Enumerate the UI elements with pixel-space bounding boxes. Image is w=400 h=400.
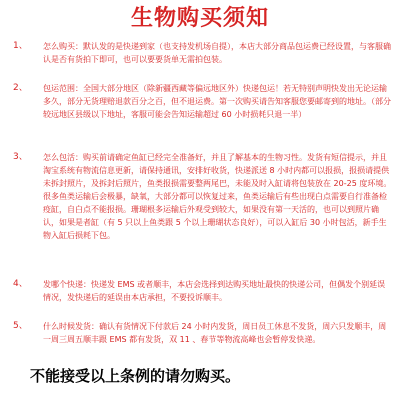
- item-number: 3、: [13, 152, 28, 162]
- item-text: 发哪个快递：快递发 EMS 或者顺丰，本店会选择到达购买地址最快的快递公司，但偶发个别延误情况，发快递后的延误由本店承担，不要投诉顺丰。: [43, 280, 386, 302]
- item-text: 怎么购买：默认发的是快递到家（也支持发机场自提），本店大部分商品包运费已经设置，与客服确认是否有货拍下即可，也可以要要货单无需拍包装。: [43, 42, 391, 64]
- item-text: 怎么包活：购买前请确定鱼缸已经完全准备好，并且了解基本的生物习性。发货有短信提示，并且淘宝系统有物流信息更新，请保持通讯，安排好收货，快递派送 8 小时内都可以报损，报损请提供未拆封照片，及拆封后照片，鱼类报损需要整两尾巴，未能及时入缸请将包装放在 20-25 度环境。很多鱼类运输后会极暴，缺氧，大部分都可以恢复过来，鱼类运输后有些出现白点需要自行准备检疫缸，自白点不能报损。珊瑚根多运输后外观受到较大，如果没有第一天活的，也可以到照片确认，如果是者缸（有 5 只以上鱼类跟 5 个以上珊瑚状态良好），可以入缸后 30 小时包活，新手生物入缸后损耗下包。: [43, 153, 392, 240]
- notice-footer: 不能接受以上条例的请勿购买。: [30, 367, 241, 385]
- item-number: 2、: [13, 83, 28, 93]
- notice-title: 生物购买须知: [130, 6, 269, 31]
- item-number: 1、: [13, 41, 28, 51]
- item-text: 包运范围：全国大部分地区（除新疆西藏等偏远地区外）快递包运！若无特别声明快发出无论运输多久，部分无货理赔退款百分之百，但不退运费。第一次购买请告知客服您要邮寄到的地址。（部分较远地区县级以下地址，客服可能会告知运输超过 60 小时损耗只退一半）: [43, 84, 391, 119]
- item-number: 4、: [13, 279, 28, 289]
- item-number: 5、: [13, 321, 28, 331]
- item-text: 什么时候发货：确认有货情况下付款后 24 小时内发货，周日员工休息不发货，周六只发顺丰，周一周三周五顺丰跟 EMS 都有发货，双 11 、春节等物流高峰也会暂停发快递。: [43, 322, 387, 344]
